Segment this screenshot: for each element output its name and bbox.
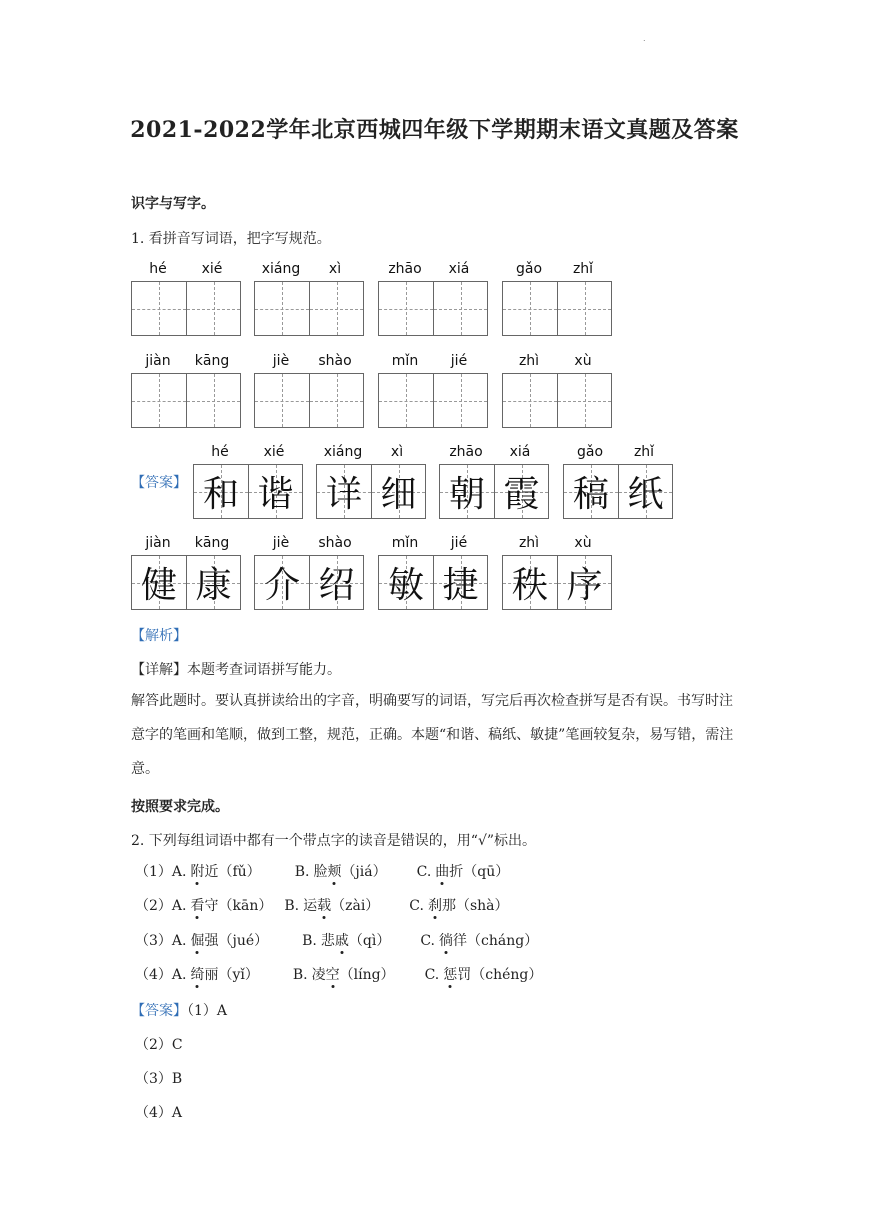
pinyin: xié — [263, 444, 285, 460]
writing-cell — [309, 556, 363, 609]
detail-label: 【详解】 — [131, 662, 187, 678]
word-group — [378, 261, 488, 336]
writing-boxes — [378, 555, 488, 610]
writing-cell — [618, 465, 672, 518]
word-group — [378, 535, 488, 610]
option-b-letter: B. — [294, 864, 310, 880]
question-2-text: 2. 下列每组词语中都有一个带点字的读音是错误的，用“√”标出。 — [131, 833, 537, 849]
option-b-text: 脸 — [313, 864, 328, 880]
pinyin: jiàn — [145, 535, 171, 551]
pinyin: xiáng — [323, 444, 363, 460]
writing-boxes — [378, 373, 488, 428]
pinyin: jiè — [272, 353, 290, 369]
pinyin: xiá — [509, 444, 531, 460]
writing-boxes — [254, 555, 364, 610]
q2-answer-4: （4）A — [135, 1105, 183, 1121]
answer-character: 谐 — [257, 474, 294, 515]
option-c-text: 罚（chéng） — [457, 967, 543, 983]
writing-cell[interactable] — [433, 282, 487, 335]
option-b-dotted-char: 载 — [317, 895, 331, 915]
answer-character: 朝 — [448, 474, 485, 515]
answer-character: 和 — [202, 474, 239, 515]
word-group — [254, 261, 364, 336]
writing-boxes — [131, 373, 241, 428]
word-group — [316, 444, 426, 519]
pinyin: xiá — [448, 261, 470, 277]
option-b-text: （jiá） — [341, 864, 387, 880]
pinyin-row — [502, 535, 612, 555]
word-group — [502, 261, 612, 336]
option-b-text: 运 — [303, 898, 318, 914]
option-a-dotted-char: 看 — [190, 895, 204, 915]
word-group — [131, 353, 241, 428]
word-group — [131, 535, 241, 610]
pinyin: jiàn — [145, 353, 171, 369]
pinyin-row — [502, 353, 612, 373]
writing-boxes — [131, 555, 241, 610]
writing-cell[interactable] — [132, 374, 186, 427]
writing-cell[interactable] — [557, 374, 611, 427]
option-a-letter: A. — [171, 933, 187, 949]
option-a-dotted-char: 倔 — [190, 930, 204, 950]
writing-cell — [557, 556, 611, 609]
option-c-letter: C. — [409, 898, 424, 914]
option-a-text: 守（kān） — [204, 898, 273, 914]
writing-cell — [371, 465, 425, 518]
option-a-dotted-char: 绮 — [190, 964, 204, 984]
option-b-dotted-char: 颊 — [327, 861, 341, 881]
answer-character: 康 — [195, 565, 232, 606]
writing-cell — [132, 556, 186, 609]
answer-character: 秩 — [511, 565, 548, 606]
word-group — [439, 444, 549, 519]
section-heading-literacy: 识字与写字。 — [131, 196, 215, 212]
writing-cell[interactable] — [503, 374, 557, 427]
option-a-letter: A. — [171, 898, 187, 914]
option-b-text: （zài） — [331, 898, 380, 914]
pinyin-row — [439, 444, 549, 464]
writing-boxes — [502, 555, 612, 610]
pinyin: hé — [149, 261, 167, 277]
pinyin-row — [378, 353, 488, 373]
writing-cell[interactable] — [255, 374, 309, 427]
pinyin-row — [193, 444, 303, 464]
option-b-dotted-char: 空 — [326, 964, 340, 984]
word-group — [131, 261, 241, 336]
detail-paragraph: 解答此题时。要认真拼读给出的字音，明确要写的词语，写完后再次检查拼写是否有误。书写时注意字的笔画和笔顺，做到工整，规范，正确。本题“和谐、稿纸、敏捷”笔画较复杂，易写错，需注意。 — [131, 693, 734, 777]
pinyin-row — [502, 261, 612, 281]
writing-cell[interactable] — [186, 374, 240, 427]
word-group — [563, 444, 673, 519]
pinyin: shào — [318, 353, 352, 369]
pinyin: xù — [574, 353, 592, 369]
option-b-text: 悲 — [320, 933, 335, 949]
question-1-text: 1. 看拼音写词语，把字写规范。 — [131, 231, 331, 247]
detail-text: 本题考查词语拼写能力。 — [187, 662, 341, 678]
option-b-dotted-char: 戚 — [335, 930, 349, 950]
answer-character: 霞 — [503, 474, 540, 515]
option-c-dotted-char: 曲 — [435, 861, 449, 881]
answer-label: 【答案】 — [131, 475, 187, 491]
q2-item-number: （4） — [135, 967, 172, 983]
writing-cell — [564, 465, 618, 518]
pinyin-row — [563, 444, 673, 464]
pinyin: zhǐ — [572, 261, 594, 277]
pinyin: mǐn — [391, 535, 419, 551]
answer-character: 细 — [380, 474, 417, 515]
writing-cell — [494, 465, 548, 518]
analysis-label: 【解析】 — [131, 628, 187, 644]
corner-mark: . — [643, 34, 646, 43]
pinyin-row — [131, 261, 241, 281]
q2-item-number: （3） — [135, 933, 172, 949]
writing-cell[interactable] — [309, 282, 363, 335]
writing-cell[interactable] — [132, 282, 186, 335]
option-c-text: 那（shà） — [441, 898, 509, 914]
writing-boxes — [131, 281, 241, 336]
answer-character: 纸 — [627, 474, 664, 515]
q2-answer-line-1 — [131, 1000, 227, 1020]
writing-cell — [503, 556, 557, 609]
writing-boxes — [502, 281, 612, 336]
pinyin: hé — [211, 444, 229, 460]
answer-character: 捷 — [442, 565, 479, 606]
word-group — [193, 444, 303, 519]
pinyin: kāng — [194, 353, 230, 369]
option-a-dotted-char: 附 — [190, 861, 204, 881]
pinyin: gǎo — [515, 261, 543, 277]
writing-cell — [433, 556, 487, 609]
pinyin: zhì — [518, 353, 540, 369]
pinyin: kāng — [194, 535, 230, 551]
writing-cell — [248, 465, 302, 518]
word-group — [378, 353, 488, 428]
option-a-text: 强（jué） — [204, 933, 269, 949]
q2-item-number: （2） — [135, 898, 172, 914]
pinyin: jié — [450, 353, 468, 369]
pinyin-row — [254, 353, 364, 373]
option-c-dotted-char: 徜 — [439, 930, 453, 950]
pinyin-row — [378, 261, 488, 281]
option-c-letter: C. — [416, 864, 432, 880]
pinyin: xù — [574, 535, 592, 551]
pinyin-row — [378, 535, 488, 555]
writing-cell[interactable] — [503, 282, 557, 335]
option-a-text: 丽（yǐ） — [204, 967, 259, 983]
option-b-text: （qì） — [348, 933, 391, 949]
option-c-dotted-char: 刹 — [428, 895, 442, 915]
writing-cell — [194, 465, 248, 518]
option-b-letter: B. — [302, 933, 317, 949]
q2-option-line — [135, 861, 509, 881]
option-b-letter: B. — [284, 898, 300, 914]
q2-option-line — [135, 930, 538, 950]
option-c-dotted-char: 惩 — [443, 964, 457, 984]
option-c-letter: C. — [420, 933, 436, 949]
option-b-text: 凌 — [311, 967, 326, 983]
writing-cell — [255, 556, 309, 609]
writing-boxes — [439, 464, 549, 519]
detail-line — [131, 659, 341, 679]
option-b-letter: B. — [292, 967, 308, 983]
pinyin: xiáng — [261, 261, 301, 277]
writing-cell[interactable] — [309, 374, 363, 427]
option-c-letter: C. — [424, 967, 440, 983]
writing-cell[interactable] — [557, 282, 611, 335]
writing-boxes — [254, 281, 364, 336]
pinyin: zhǐ — [633, 444, 655, 460]
writing-cell — [186, 556, 240, 609]
option-c-text: 徉（cháng） — [453, 933, 539, 949]
writing-boxes — [193, 464, 303, 519]
answer-character: 健 — [140, 565, 177, 606]
option-c-text: 折（qū） — [449, 864, 510, 880]
answer-character: 介 — [263, 565, 300, 606]
pinyin: shào — [318, 535, 352, 551]
pinyin: mǐn — [391, 353, 419, 369]
pinyin-row — [131, 353, 241, 373]
q2-item-number: （1） — [135, 864, 172, 880]
pinyin: gǎo — [576, 444, 604, 460]
writing-cell[interactable] — [186, 282, 240, 335]
writing-boxes — [563, 464, 673, 519]
q2-answer-3: （3）B — [135, 1071, 183, 1087]
option-a-letter: A. — [171, 864, 187, 880]
q2-option-line — [135, 964, 542, 984]
pinyin-row — [316, 444, 426, 464]
writing-boxes — [316, 464, 426, 519]
q2-option-line — [135, 895, 509, 915]
pinyin: zhāo — [388, 261, 422, 277]
section-heading-requirements: 按照要求完成。 — [131, 799, 229, 815]
option-a-letter: A. — [171, 967, 187, 983]
pinyin: jié — [450, 535, 468, 551]
writing-cell[interactable] — [255, 282, 309, 335]
pinyin: zhāo — [449, 444, 483, 460]
word-group — [254, 353, 364, 428]
pinyin-row — [131, 535, 241, 555]
pinyin: jiè — [272, 535, 290, 551]
pinyin: xié — [201, 261, 223, 277]
answer-character: 绍 — [318, 565, 355, 606]
writing-cell[interactable] — [433, 374, 487, 427]
writing-boxes — [378, 281, 488, 336]
writing-boxes — [502, 373, 612, 428]
answer-character: 敏 — [387, 565, 424, 606]
pinyin: xì — [390, 444, 404, 460]
page-title: 2021-2022学年北京西城四年级下学期期末语文真题及答案 — [130, 117, 739, 143]
pinyin-row — [254, 535, 364, 555]
answer-character: 详 — [325, 474, 362, 515]
answer-character: 序 — [566, 565, 603, 606]
pinyin: xì — [328, 261, 342, 277]
writing-cell — [379, 556, 433, 609]
option-a-text: 近（fǔ） — [204, 864, 261, 880]
q2-answer-2: （2）C — [135, 1037, 183, 1053]
writing-cell[interactable] — [379, 374, 433, 427]
q2-answer-label: 【答案】 — [131, 1003, 187, 1019]
option-b-text: （líng） — [339, 967, 395, 983]
writing-cell[interactable] — [379, 282, 433, 335]
word-group — [502, 535, 612, 610]
answer-character: 稿 — [572, 474, 609, 515]
writing-cell — [440, 465, 494, 518]
writing-cell — [317, 465, 371, 518]
pinyin: zhì — [518, 535, 540, 551]
writing-boxes — [254, 373, 364, 428]
q2-answer-1: （1）A — [187, 1003, 228, 1019]
word-group — [254, 535, 364, 610]
word-group — [502, 353, 612, 428]
pinyin-row — [254, 261, 364, 281]
